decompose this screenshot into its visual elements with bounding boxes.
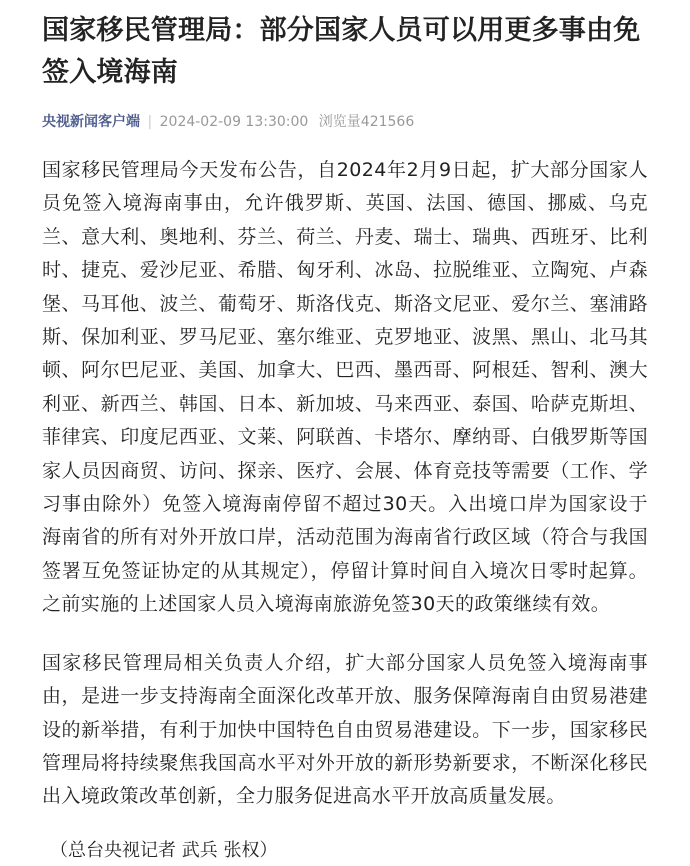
source-link[interactable]: 央视新闻客户端 [42, 114, 140, 130]
article-title: 国家移民管理局：部分国家人员可以用更多事由免签入境海南 [42, 15, 641, 88]
article-paragraph-2: 国家移民管理局相关负责人介绍，扩大部分国家人员免签入境海南事由，是进一步支持海南全面深化改革开放、服务保障海南自由贸易港建设的新举措，有利于加快中国特色自由贸易港建设。下一步，国家移民管理局将持续聚焦我国高水平对外开放的新形势新要求，不断深化移民出入境政策改革创新，全力服务促进高水平开放高质量发展。 [42, 651, 648, 808]
article-meta [42, 112, 648, 132]
views-label: 浏览量 [318, 114, 361, 130]
reporter-byline: （总台央视记者 武兵 张权） [50, 839, 278, 861]
meta-separator: | [147, 114, 153, 130]
publish-datetime: 2024-02-09 13:30:00 [159, 114, 309, 130]
article-paragraph-1: 国家移民管理局今天发布公告，自2024年2月9日起，扩大部分国家人员免签入境海南事由，允许俄罗斯、英国、法国、德国、挪威、乌克兰、意大利、奥地利、芬兰、荷兰、丹麦、瑞士、瑞典、西班牙、比利时、捷克、爱沙尼亚、希腊、匈牙利、冰岛、拉脱维亚、立陶宛、卢森堡、马耳他、波兰、葡萄牙、斯洛伐克、斯洛文尼亚、爱尔兰、塞浦路斯、保加利亚、罗马尼亚、塞尔维亚、克罗地亚、波黑、黑山、北马其顿、阿尔巴尼亚、美国、加拿大、巴西、墨西哥、阿根廷、智利、澳大利亚、新西兰、韩国、日本、新加坡、马来西亚、泰国、哈萨克斯坦、菲律宾、印度尼西亚、文莱、阿联酋、卡塔尔、摩纳哥、白俄罗斯等国家人员因商贸、访问、探亲、医疗、会展、体育竞技等需要（工作、学习事由除外）免签入境海南停留不超过30天。入出境口岸为国家设于海南省的所有对外开放口岸，活动范围为海南省行政区域（符合与我国签署互免签证协定的从其规定），停留计算时间自入境次日零时起算。之前实施的上述国家人员入境海南旅游免签30天的政策继续有效。 [42, 159, 648, 616]
views-count: 421566 [360, 114, 415, 130]
